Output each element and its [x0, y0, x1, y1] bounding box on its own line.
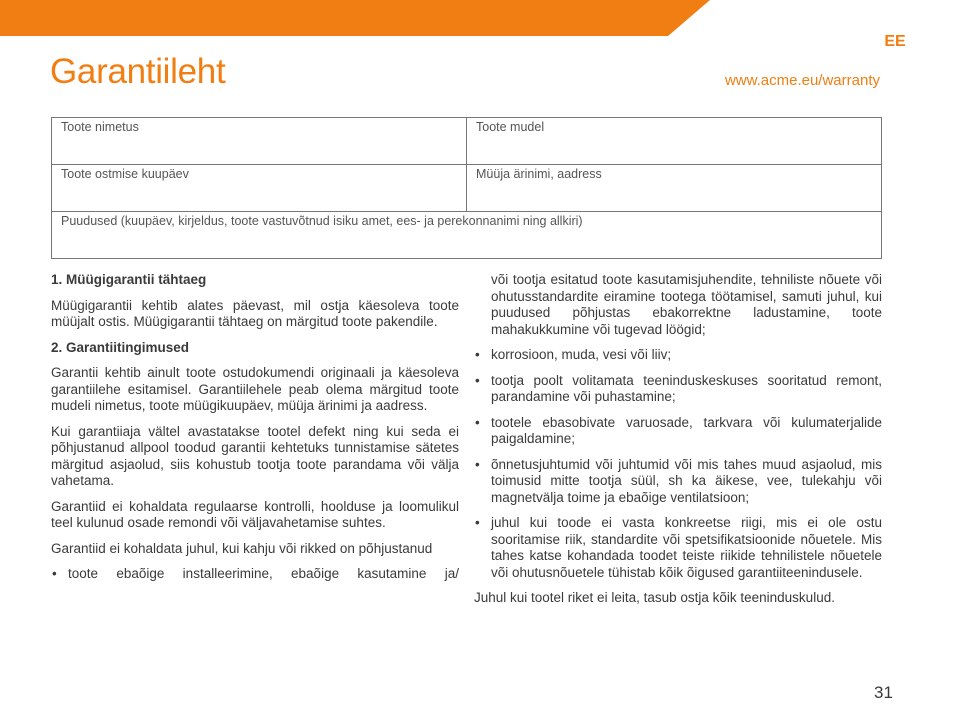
right-column: [474, 272, 882, 616]
bullet-icon: •: [475, 456, 480, 472]
section-2-paragraph-1: Garantii kehtib ainult toote ostudokumendi originaali ja käesoleva garantiilehe esitamisel. Garantiilehele peab olema märgitud toote mudeli nimetus, toote müügikuupäev, müüja ärinimi ja aadress.: [51, 365, 459, 413]
list-item: [474, 373, 882, 406]
bullet-icon: •: [52, 566, 57, 581]
section-2-heading: 2. Garantiitingimused: [51, 339, 190, 355]
section-1-paragraph: Müügigarantii kehtib alates päevast, mil ostja käesoleva toote müüjalt ostis. Müügigarantii tähtaeg on märgitud toote pakendile.: [51, 297, 459, 329]
list-item-text: juhul kui toode ei vasta konkreetse riigi, mis ei ole ostu sooritamise riik, standardite või spetsifikatsioonide nõuetele. Mis tahes katse kohandada toodet teiste riikide tehnilistele nõuetele või ohutusnõuetele tühistab kõik õigused garantiiteenindusele.: [491, 515, 882, 580]
list-item: [474, 415, 882, 448]
product-model-label: Toote mudel: [476, 120, 545, 134]
product-name-label: Toote nimetus: [61, 120, 139, 134]
form-row: [52, 118, 882, 165]
list-item: [474, 272, 882, 338]
left-column: [51, 272, 459, 592]
defects-label: Puudused (kuupäev, kirjeldus, toote vastuvõtnud isiku amet, ees- ja perekonnanimi ning allkiri): [61, 214, 583, 228]
list-item-text: toote ebaõige installeerimine, ebaõige kasutamine ja/: [68, 566, 459, 581]
header-orange-band: [0, 0, 954, 40]
list-item-text: tootele ebasobivate varuosade, tarkvara või kulumaterjalide paigaldamine;: [491, 414, 882, 446]
defects-field[interactable]: [52, 212, 882, 259]
list-item-text: või tootja esitatud toote kasutamisjuhendite, tehniliste nõuete või ohutusstandardite eiramine tootega töötamisel, samuti juhul, kui puudused põhjustas ebakorrektne ladustamine, toote mahakukkumine või tugevad löögid;: [491, 272, 882, 337]
closing-paragraph: Juhul kui tootel riket ei leita, tasub ostja kõik teeninduskulud.: [474, 590, 835, 605]
section-2-paragraph-4: Garantiid ei kohaldata juhul, kui kahju või rikked on põhjustanud: [51, 540, 433, 556]
section-2-paragraph-2: Kui garantiiaja vältel avastatakse tootel defekt ning kui seda ei põhjustanud allpool toodud garantii kehtetuks tunnistamise sätetes märgitud asjaolud, siis kohustub tootja toote parandama või välja vahetama.: [51, 423, 459, 488]
form-row: [52, 165, 882, 212]
warranty-form-table: [51, 117, 882, 259]
list-item: [51, 566, 459, 583]
list-item: [474, 347, 882, 364]
bullet-icon: •: [475, 515, 480, 530]
form-row: [52, 212, 882, 259]
product-name-field[interactable]: [52, 118, 467, 165]
exclusions-list-continued: [474, 272, 882, 581]
warranty-url-link[interactable]: www.acme.eu/warranty: [724, 72, 880, 89]
seller-field[interactable]: [467, 165, 882, 212]
purchase-date-field[interactable]: [52, 165, 467, 212]
bullet-icon: •: [475, 414, 480, 430]
list-item: [474, 515, 882, 581]
exclusions-list: [51, 566, 459, 583]
section-2-paragraph-3: Garantiid ei kohaldata regulaarse kontrolli, hoolduse ja loomulikul teel kulunud osade remondi või väljavahetamise suhtes.: [51, 498, 459, 530]
language-code: EE: [884, 33, 906, 50]
bullet-icon: •: [475, 372, 480, 388]
page-title: Garantiileht: [50, 52, 226, 91]
list-item-text: korrosioon, muda, vesi või liiv;: [491, 347, 672, 362]
product-model-field[interactable]: [467, 118, 882, 165]
purchase-date-label: Toote ostmise kuupäev: [61, 167, 189, 181]
page-number: 31: [874, 683, 893, 702]
list-item-text: õnnetusjuhtumid või juhtumid või mis tahes muud asjaolud, mis toimusid mitte tootja süül, sh ka äikese, vee, tulekahju või magnetvälja toime ja ebaõige ventilatsioon;: [491, 456, 882, 505]
section-1-heading: 1. Müügigarantii tähtaeg: [51, 272, 207, 287]
list-item: [474, 457, 882, 507]
bullet-icon: •: [475, 347, 480, 362]
list-item-text: tootja poolt volitamata teeninduskeskuses sooritatud remont, parandamine või puhastamine;: [491, 372, 882, 404]
seller-label: Müüja ärinimi, aadress: [476, 167, 602, 181]
